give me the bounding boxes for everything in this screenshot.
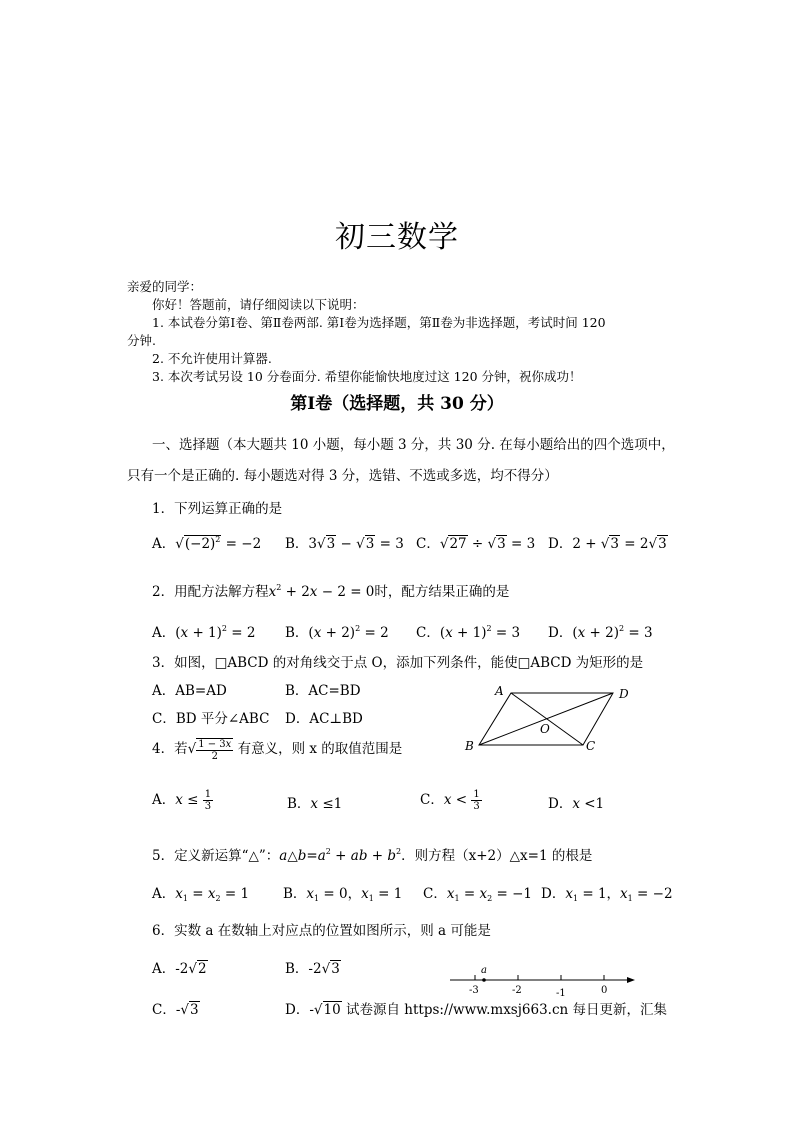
label-b: B — [465, 739, 474, 753]
q5-option-d: D．$x_1 = 1$，$x_1 = -2$ — [541, 886, 673, 903]
page-title: 初三数学 — [335, 220, 459, 255]
label-c: C — [586, 739, 596, 753]
tick-label-minus-2: -2 — [512, 985, 522, 996]
note-1: 1. 本试卷分第Ⅰ卷、第Ⅱ卷两部. 第Ⅰ卷为选择题，第Ⅱ卷为非选择题，考试时间 120 — [152, 315, 606, 330]
q6-option-b: B．-2√3 — [285, 961, 340, 977]
q4-stem: 4．若√ $\frac{1 - 3x}{2}$ 有意义，则 x 的取值范围是 — [152, 738, 403, 762]
q1-option-a: A．$√(-2)^2 = -2$ — [152, 535, 262, 552]
q1-option-d: D．2 + √3 = 2√3 — [548, 536, 667, 552]
tick-label-minus-3: -3 — [469, 985, 479, 996]
q4-option-d: D．x <1 — [548, 796, 605, 812]
note-1-continued: 分钟. — [127, 333, 156, 348]
q5-stem: 5．定义新运算“△”：$a\triangle b=a^2$ + ab + $b^2$．则方程（x+2）△x=1 的根是 — [152, 847, 593, 864]
point-a-label: a — [481, 965, 487, 976]
number-line-arrow — [627, 977, 635, 983]
section-title: 第Ⅰ卷（选择题，共 30 分） — [290, 394, 504, 414]
q1-option-c: C．√27 ÷ √3 = 3 — [416, 536, 536, 552]
q2-option-a: A．$(x + 1)^2 = 2$ — [152, 624, 256, 641]
q4-option-a: A．x ≤ $\frac{1}{3}$ — [152, 789, 212, 812]
q5-option-a: A．$x_1 = x_2 = 1$ — [152, 886, 250, 903]
q3-stem: 3．如图，□ABCD 的对角线交于点 O，添加下列条件，能使□ABCD 为矩形的是 — [152, 655, 644, 671]
tick-label-minus-1: -1 — [556, 988, 566, 999]
q1-option-b: B．3√3 − √3 = 3 — [285, 536, 404, 552]
q6-option-a: A．-2√2 — [152, 961, 207, 977]
label-o: O — [540, 722, 550, 736]
q2-option-b: B．$(x + 2)^2 = 2$ — [285, 624, 389, 641]
q3-option-d: D．AC⊥BD — [285, 711, 363, 727]
q3-option-b: B．AC=BD — [285, 683, 361, 699]
q5-option-b: B．$x_1 = 0$，$x_1 = 1$ — [283, 886, 403, 903]
greeting: 亲爱的同学： — [127, 279, 203, 294]
label-d: D — [619, 687, 629, 701]
q4-option-b: B．x ≤1 — [287, 796, 343, 812]
q6-option-d: D．-√10 试卷源自 https://www.mxsj663.cn 每日更新，汇集 — [285, 1002, 668, 1018]
q1-stem: 1．下列运算正确的是 — [152, 501, 283, 517]
q4-option-c: C．x < $\frac{1}{3}$ — [420, 789, 480, 812]
q3-option-a: A．AB=AD — [152, 683, 227, 699]
q2-option-d: D．$(x + 2)^2 = 3$ — [548, 624, 653, 641]
q5-option-c: C．$x_1 = x_2 = -1$ — [423, 886, 532, 903]
q6-option-c: C．-√3 — [152, 1002, 199, 1018]
q3-option-c: C．BD 平分∠ABC — [152, 711, 270, 727]
tick-label-zero: 0 — [601, 985, 608, 996]
label-a: A — [495, 684, 504, 698]
instructions-line-2: 只有一个是正确的. 每小题选对得 3 分，选错、不选或多选，均不得分） — [127, 468, 558, 484]
parallelogram-figure — [455, 680, 645, 760]
q2-option-c: C．$(x + 1)^2 = 3$ — [416, 624, 521, 641]
q6-stem: 6．实数 a 在数轴上对应点的位置如图所示，则 a 可能是 — [152, 923, 491, 939]
hello-line: 你好！答题前，请仔细阅读以下说明： — [152, 297, 365, 312]
number-line-figure — [445, 960, 645, 1000]
q2-stem: 2．用配方法解方程$x^2 + 2x - 2 = 0$时，配方结果正确的是 — [152, 583, 510, 600]
instructions-line-1: 一、选择题（本大题共 10 小题，每小题 3 分，共 30 分. 在每小题给出的四个选项中， — [152, 437, 675, 453]
point-a — [482, 978, 486, 982]
diagonal-bd — [479, 693, 613, 745]
note-2: 2. 不允许使用计算器. — [152, 351, 272, 366]
note-3: 3. 本次考试另设 10 分卷面分. 希望你能愉快地度过这 120 分钟，祝你成功！ — [152, 369, 582, 384]
